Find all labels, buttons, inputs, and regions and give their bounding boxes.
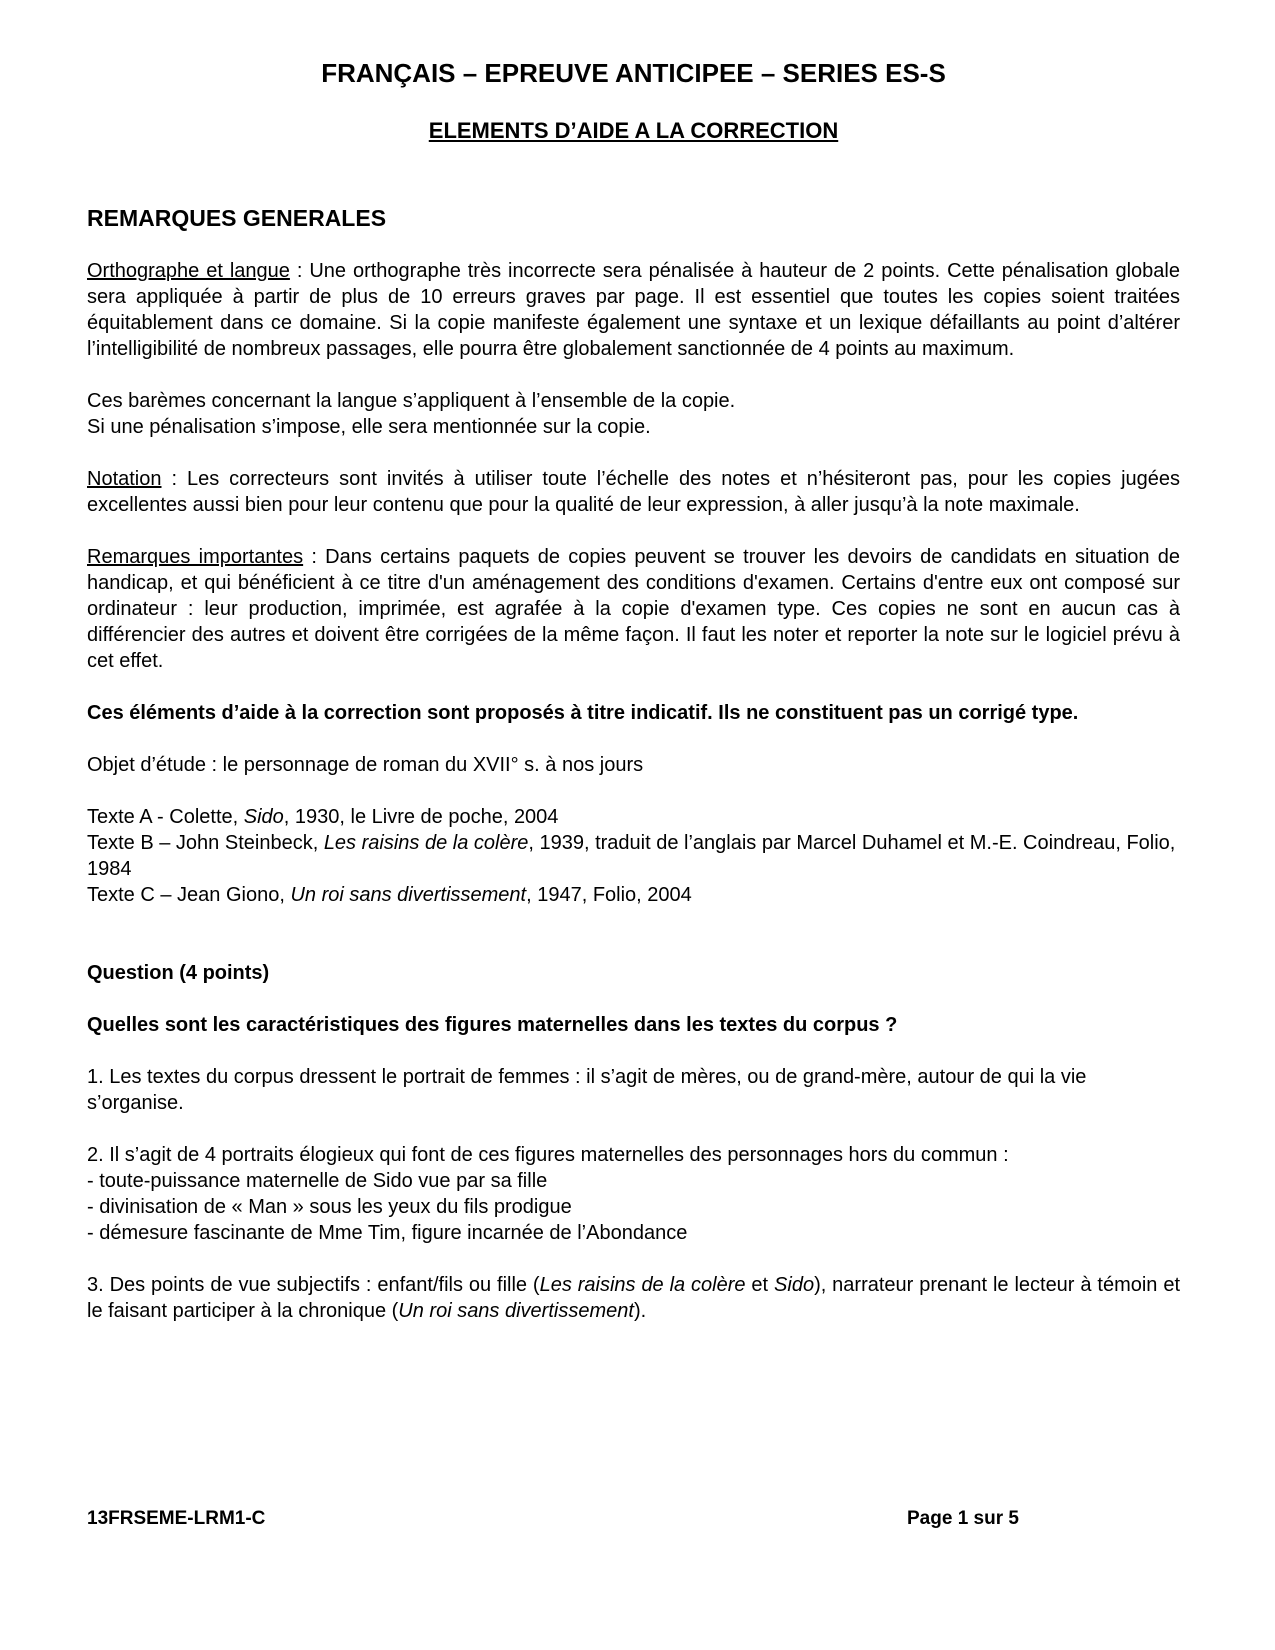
question-label: Question (4 points) [87, 962, 270, 984]
notation-paragraph [87, 466, 1180, 518]
page-subtitle: ELEMENTS D’AIDE A LA CORRECTION [428, 118, 839, 143]
baremes-paragraph [87, 388, 1180, 440]
question-point-2: 2. Il s’agit de 4 portraits élogieux qui font de ces figures maternelles des personnages hors du commun : - toute-puissance maternelle de Sido vue par sa fille - divinisation de « Man » sous les yeux du fils prodigue - démesure fascinante de Mme Tim, figure incarnée de l’Abondance [87, 1144, 1009, 1244]
question-point-3: 3. Des points de vue subjectifs : enfant/fils ou fille (Les raisins de la colère et Sido), narrateur prenant le lecteur à témoin et le faisant participer à la chronique (Un roi sans divertissement). [87, 1274, 1181, 1322]
orthographe-text: : Une orthographe très incorrecte sera pénalisée à hauteur de 2 points. Cette pénalisation globale sera appliquée à partir de plus de 10 erreurs graves par page. Il est essentiel que toutes les copies soient traitées équitablement dans ce domaine. Si la copie manifeste également une syntaxe et un lexique défaillants au point d’altérer l’intelligibilité de nombreux passages, elle pourra être globalement sanctionnée de 4 points au maximum. [87, 260, 1180, 360]
question-point-1: 1. Les textes du corpus dressent le portrait de femmes : il s’agit de mères, ou de grand-mère, autour de qui la vie s’organise. [87, 1066, 1087, 1114]
texte-c: Texte C – Jean Giono, Un roi sans divertissement, 1947, Folio, 2004 [87, 884, 692, 906]
importantes-paragraph [87, 544, 1180, 674]
orthographe-paragraph [87, 258, 1180, 362]
notation-label: Notation [87, 468, 162, 490]
page-number: Page 1 sur 5 [907, 1508, 1019, 1529]
document-page [87, 0, 1180, 1650]
objet-etude: Objet d’étude : le personnage de roman du XVII° s. à nos jours [87, 754, 644, 776]
texte-a: Texte A - Colette, Sido, 1930, le Livre de poche, 2004 [87, 806, 559, 828]
list-item: - divinisation de « Man » sous les yeux du fils prodigue [87, 1196, 572, 1218]
baremes-line-1: Ces barèmes concernant la langue s’appliquent à l’ensemble de la copie. [87, 390, 736, 412]
list-item: - démesure fascinante de Mme Tim, figure incarnée de l’Abondance [87, 1222, 688, 1244]
indicatif-note: Ces éléments d’aide à la correction sont proposés à titre indicatif. Ils ne constituent pas un corrigé type. [87, 702, 1079, 724]
question-prompt: Quelles sont les caractéristiques des figures maternelles dans les textes du corpus ? [87, 1014, 898, 1036]
orthographe-label: Orthographe et langue [87, 260, 290, 282]
texte-b: Texte B – John Steinbeck, Les raisins de la colère, 1939, traduit de l’anglais par Marcel Duhamel et M.-E. Coindreau, Folio, 1984 [87, 832, 1176, 880]
textes-list [87, 804, 1180, 908]
importantes-text: : Dans certains paquets de copies peuvent se trouver les devoirs de candidats en situation de handicap, et qui bénéficient à ce titre d'un aménagement des conditions d'examen. Certains d'entre eux ont composé sur ordinateur : leur production, imprimée, est agrafée à la copie d'examen type. Ces copies ne sont en aucun cas à différencier des autres et doivent être corrigées de la même façon. Il faut les noter et reporter la note sur le logiciel prévu à cet effet. [87, 546, 1180, 672]
remarques-heading: REMARQUES GENERALES [87, 205, 387, 231]
importantes-label: Remarques importantes [87, 546, 304, 568]
page-title: FRANÇAIS – EPREUVE ANTICIPEE – SERIES ES-S [321, 58, 946, 88]
baremes-line-2: Si une pénalisation s’impose, elle sera mentionnée sur la copie. [87, 416, 651, 438]
document-code: 13FRSEME-LRM1-C [87, 1508, 266, 1529]
list-item: - toute-puissance maternelle de Sido vue par sa fille [87, 1170, 548, 1192]
document-body [87, 205, 1180, 1350]
notation-text: : Les correcteurs sont invités à utiliser toute l’échelle des notes et n’hésiteront pas, pour les copies jugées excellentes aussi bien pour leur contenu que pour la qualité de leur expression, à aller jusqu’à la note maximale. [87, 468, 1180, 516]
